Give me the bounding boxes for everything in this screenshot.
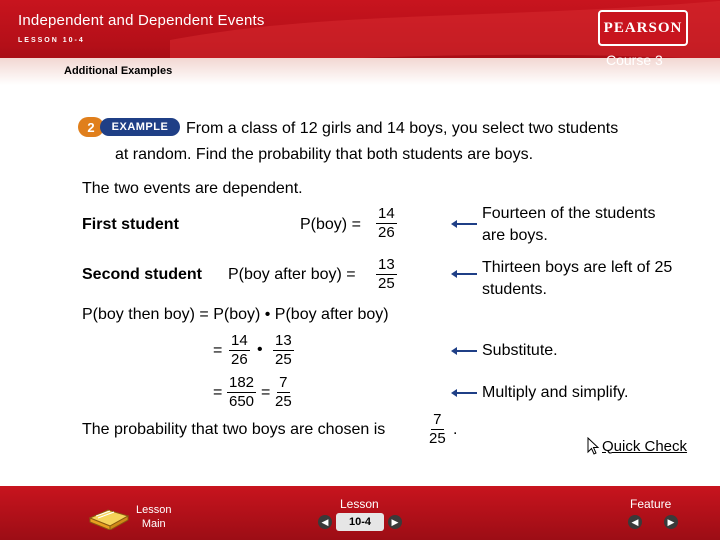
arrow-left-icon <box>455 223 477 225</box>
course-label: Course 3 <box>606 52 663 68</box>
example-label: EXAMPLE <box>100 118 180 136</box>
eq2-denominator-a: 650 <box>229 393 255 410</box>
page-title: Independent and Dependent Events <box>18 12 265 29</box>
eq1-fraction-a <box>229 333 250 368</box>
eq2-note: Multiply and simplify. <box>482 384 629 401</box>
prev-feature-button[interactable]: ◀ <box>628 515 642 529</box>
example-badge <box>74 115 184 139</box>
second-fraction-numerator: 13 <box>378 256 395 273</box>
conclusion-period: . <box>453 421 458 438</box>
first-student-label: First student <box>82 216 179 233</box>
second-expression: P(boy after boy) = <box>228 266 356 283</box>
second-student-label: Second student <box>82 266 203 283</box>
quick-check-link[interactable] <box>585 437 687 455</box>
dependent-statement: The two events are dependent. <box>82 180 303 197</box>
lesson-code: LESSON 10-4 <box>18 37 85 44</box>
lesson-number: 10-4 <box>336 513 384 531</box>
lesson-nav-label: Lesson <box>340 497 379 511</box>
section-subtitle: Additional Examples <box>64 65 173 77</box>
first-fraction-denominator: 26 <box>378 224 395 241</box>
lesson-main-line2[interactable]: Main <box>141 518 166 530</box>
eq1-denominator-a: 26 <box>231 351 248 368</box>
second-note-line2: students. <box>482 281 547 298</box>
arrow-left-icon <box>455 350 477 352</box>
quick-check-label[interactable]: Quick Check <box>602 437 688 455</box>
prev-lesson-button[interactable]: ◀ <box>318 515 332 529</box>
eq1-numerator-a: 14 <box>231 332 248 349</box>
first-note-line1: Fourteen of the students <box>482 205 656 222</box>
footer-bar <box>0 486 720 540</box>
arrow-left-icon <box>455 392 477 394</box>
book-icon[interactable] <box>88 504 130 530</box>
eq1-equals: = <box>213 342 223 359</box>
problem-line-1: From a class of 12 girls and 14 boys, you select two students <box>186 120 619 137</box>
first-note-line2: are boys. <box>482 227 548 244</box>
conclusion-fraction <box>429 412 446 447</box>
header-bar <box>0 0 720 85</box>
lesson-main-link[interactable] <box>136 503 171 531</box>
eq2-equals: = <box>213 384 223 401</box>
eq1-dot: • <box>257 341 263 358</box>
conclusion-denominator: 25 <box>429 430 446 447</box>
problem-line-2: at random. Find the probability that both students are boys. <box>115 146 534 163</box>
first-fraction <box>376 206 397 241</box>
cursor-arrow-icon <box>585 437 601 455</box>
feature-nav-label: Feature <box>630 497 672 511</box>
eq1-note: Substitute. <box>482 342 558 359</box>
eq2-denominator-b: 25 <box>275 393 292 410</box>
second-fraction <box>376 257 397 292</box>
product-expression: P(boy then boy) = P(boy) • P(boy after boy) <box>82 306 389 323</box>
next-lesson-button[interactable]: ▶ <box>388 515 402 529</box>
arrow-left-icon <box>455 273 477 275</box>
conclusion-text: The probability that two boys are chosen is <box>82 421 386 438</box>
example-number: 2 <box>78 117 104 137</box>
first-expression: P(boy) = <box>300 216 361 233</box>
eq2-equals-second: = <box>261 384 271 401</box>
eq2-numerator-a: 182 <box>229 374 255 391</box>
eq2-fraction-a <box>227 375 256 410</box>
first-fraction-numerator: 14 <box>378 205 395 222</box>
eq1-denominator-b: 25 <box>275 351 292 368</box>
first-note <box>482 203 655 247</box>
conclusion-numerator: 7 <box>433 411 442 428</box>
eq1-fraction-b <box>273 333 294 368</box>
pearson-logo: PEARSON <box>598 10 688 46</box>
second-fraction-denominator: 25 <box>378 275 395 292</box>
next-feature-button[interactable]: ▶ <box>664 515 678 529</box>
eq2-fraction-b <box>275 375 292 410</box>
eq2-numerator-b: 7 <box>279 374 288 391</box>
second-note <box>482 257 672 301</box>
lesson-main-line1[interactable]: Lesson <box>136 504 172 516</box>
eq1-numerator-b: 13 <box>275 332 292 349</box>
second-note-line1: Thirteen boys are left of 25 <box>482 259 673 276</box>
